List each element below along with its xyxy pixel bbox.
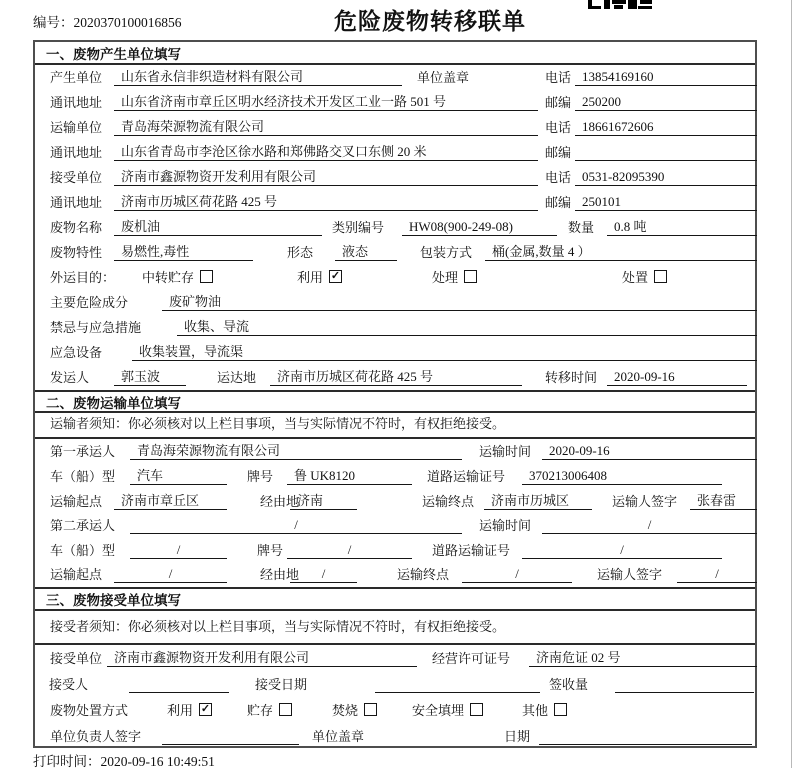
receiver-person-row (35, 671, 755, 697)
field-label: 接受日期 (255, 677, 308, 692)
field-label: 通讯地址 (50, 145, 103, 160)
transport-route-2-row (35, 563, 755, 587)
checkbox-label: 利用 (167, 703, 194, 718)
vehicle-type-2-row (35, 538, 755, 563)
field-label: 电话 (545, 120, 572, 135)
field-label: 经由地 (260, 494, 300, 509)
checkbox-item (247, 700, 292, 719)
field-value: 250200 (575, 94, 757, 111)
field-label: 运输终点 (397, 567, 450, 582)
field-label: 数量 (568, 220, 595, 235)
field-value: / (462, 566, 572, 583)
transporter-notice-row (35, 413, 755, 439)
field-label: 运输者须知：你必须核对以上栏目事项，当与实际情况不符时，有权拒绝接受。 (50, 416, 506, 431)
field-label: 禁忌与应急措施 (50, 320, 142, 335)
field-label: 邮编 (545, 145, 572, 160)
hazardous-components-row (35, 290, 755, 315)
field-label: 经营许可证号 (432, 651, 511, 666)
field-label: 通讯地址 (50, 95, 103, 110)
field-value: 2020-09-16 (542, 443, 757, 460)
field-value: 济南市鑫源物资开发利用有限公司 (107, 650, 417, 667)
receiving-unit-row (35, 645, 755, 671)
field-label: 签收量 (549, 677, 589, 692)
checkbox-icon (279, 703, 292, 716)
producer-unit-row (35, 65, 755, 90)
field-value: 汽车 (130, 468, 227, 485)
field-value: 郭玉波 (114, 369, 186, 386)
checkbox-item (167, 700, 212, 719)
checkbox-item (297, 267, 342, 286)
checkbox-icon (364, 703, 377, 716)
field-value (129, 676, 229, 693)
first-carrier-row (35, 439, 755, 464)
field-value: / (130, 542, 227, 559)
field-label: 电话 (545, 70, 572, 85)
vehicle-type-1-row (35, 464, 755, 489)
field-label: 单位盖章 (312, 729, 365, 744)
field-label: 邮编 (545, 195, 572, 210)
field-value (539, 728, 752, 745)
field-label: 主要危险成分 (50, 295, 129, 310)
scan-edge-line (791, 0, 792, 768)
field-label: 转移时间 (545, 370, 598, 385)
field-label: 应急设备 (50, 345, 103, 360)
field-value: 济南市鑫源物资开发利用有限公司 (114, 169, 538, 186)
field-label: 废物处置方式 (50, 703, 129, 718)
field-value: 青岛海荣源物流有限公司 (114, 119, 538, 136)
field-value: 收集装置，导流渠 (132, 344, 757, 361)
field-value: 山东省永信非织造材料有限公司 (114, 69, 402, 86)
print-time-value: 2020-09-16 10:49:51 (100, 754, 215, 769)
field-label: 运输终点 (422, 494, 475, 509)
field-label: 道路运输证号 (432, 543, 511, 558)
checkbox-label: 处理 (432, 270, 459, 285)
field-label: 运输时间 (479, 444, 532, 459)
checkbox-checked-icon: ✓ (330, 270, 341, 282)
field-label: 道路运输证号 (427, 469, 506, 484)
field-label: 运输时间 (479, 518, 532, 533)
print-time (33, 750, 215, 770)
field-label: 外运目的： (50, 270, 116, 285)
checkbox-item (142, 267, 213, 286)
field-value: 370213006408 (522, 468, 722, 485)
field-value: 250101 (575, 194, 757, 211)
field-value: / (287, 542, 412, 559)
field-label: 废物名称 (50, 220, 103, 235)
checkbox-label: 安全填埋 (412, 703, 465, 718)
field-value: 桶(金属,数量 4 ） (485, 244, 757, 261)
page-title: 危险废物转移联单 (334, 9, 526, 34)
field-value: / (114, 566, 227, 583)
responsible-signature-row (35, 723, 755, 749)
field-value: 济南 (290, 493, 357, 510)
receiver-address-row (35, 190, 755, 215)
second-carrier-row (35, 514, 755, 538)
field-value: 张春雷 (690, 493, 757, 510)
field-label: 运输单位 (50, 120, 103, 135)
checkbox-label: 其他 (522, 703, 549, 718)
field-value: 济南市章丘区 (114, 493, 227, 510)
transporter-unit-row (35, 115, 755, 140)
field-value: 济南市历城区荷花路 425 号 (270, 369, 522, 386)
checkbox-icon (200, 270, 213, 283)
field-label: 包装方式 (420, 245, 473, 260)
field-value: 2020-09-16 (607, 369, 747, 386)
checkbox-icon (554, 703, 567, 716)
emergency-equipment-row (35, 340, 755, 365)
checkbox-item (332, 700, 377, 719)
field-value: 山东省济南市章丘区明水经济技术开发区工业一路 501 号 (114, 94, 538, 111)
checkbox-icon (654, 270, 667, 283)
field-value: 收集、导流 (177, 319, 757, 336)
field-value: 济南市历城区 (484, 493, 592, 510)
field-value (162, 728, 299, 745)
emergency-measures-row (35, 315, 755, 340)
field-label: 车（船）型 (50, 543, 116, 558)
field-label: 发运人 (50, 370, 90, 385)
field-value: 鲁 UK8120 (287, 468, 412, 485)
field-label: 形态 (287, 245, 314, 260)
field-label: 第一承运人 (50, 444, 116, 459)
checkbox-label: 焚烧 (332, 703, 359, 718)
field-label: 产生单位 (50, 70, 103, 85)
field-value (375, 676, 540, 693)
field-label: 电话 (545, 170, 572, 185)
field-value (615, 676, 754, 693)
field-label: 单位负责人签字 (50, 729, 142, 744)
field-value: 济南市历城区荷花路 425 号 (114, 194, 538, 211)
field-label: 牌号 (257, 543, 284, 558)
field-label: 接受单位 (50, 170, 103, 185)
dispatch-info-row (35, 365, 755, 390)
field-label: 废物特性 (50, 245, 103, 260)
field-value: HW08(900-249-08) (402, 219, 557, 236)
field-value: 山东省青岛市李沧区徐水路和郑佛路交叉口东侧 20 米 (114, 144, 538, 161)
field-label: 邮编 (545, 95, 572, 110)
field-label: 车（船）型 (50, 469, 116, 484)
field-value: / (522, 542, 722, 559)
field-value: / (542, 517, 757, 534)
field-label: 通讯地址 (50, 195, 103, 210)
field-label: 接受者须知：你必须核对以上栏目事项，当与实际情况不符时，有权拒绝接受。 (50, 619, 506, 634)
checkbox-item (522, 700, 567, 719)
field-value: 13854169160 (575, 69, 757, 86)
doc-number-value: 2020370100016856 (73, 15, 182, 30)
checkbox-icon (470, 703, 483, 716)
field-value: 济南危证 02 号 (529, 650, 757, 667)
qr-code-fragment-icon (588, 0, 654, 10)
field-value: 青岛海荣源物流有限公司 (130, 443, 462, 460)
waste-name-row (35, 215, 755, 240)
producer-address-row (35, 90, 755, 115)
field-value: 废矿物油 (162, 294, 757, 311)
field-value: 18661672606 (575, 119, 757, 136)
field-label: 第二承运人 (50, 518, 116, 533)
section-header: 一、废物产生单位填写 (35, 42, 755, 65)
receiver-unit-row (35, 165, 755, 190)
print-time-label: 打印时间： (33, 754, 101, 769)
section-header: 三、废物接受单位填写 (35, 587, 755, 611)
field-label: 接受人 (49, 677, 89, 692)
field-label: 单位盖章 (417, 70, 470, 85)
field-label: 运输起点 (50, 494, 103, 509)
checkbox-item (622, 267, 667, 286)
field-label: 接受单位 (50, 651, 103, 666)
checkbox-item (412, 700, 483, 719)
field-label: 日期 (504, 729, 531, 744)
checkbox-label: 处置 (622, 270, 649, 285)
checkbox-icon (464, 270, 477, 283)
field-value: / (290, 566, 357, 583)
transfer-form-table (33, 40, 757, 748)
transporter-address-row (35, 140, 755, 165)
field-value: 废机油 (114, 219, 322, 236)
checkbox-checked-icon: ✓ (200, 703, 211, 715)
field-label: 运输人签字 (612, 494, 678, 509)
field-label: 运达地 (217, 370, 257, 385)
field-value: 易燃性,毒性 (114, 244, 253, 261)
doc-number-label: 编号： (33, 15, 74, 30)
section-header: 二、废物运输单位填写 (35, 390, 755, 413)
transport-route-1-row (35, 489, 755, 514)
field-value: 0.8 吨 (607, 219, 757, 236)
waste-characteristics-row (35, 240, 755, 265)
field-label: 类别编号 (332, 220, 385, 235)
field-value: 0531-82095390 (575, 169, 757, 186)
field-value: / (130, 517, 462, 534)
field-label: 经由地 (260, 567, 300, 582)
checkbox-item (432, 267, 477, 286)
disposal-method-row (35, 697, 755, 723)
field-value: / (677, 566, 757, 583)
field-label: 运输起点 (50, 567, 103, 582)
checkbox-label: 中转贮存 (142, 270, 195, 285)
checkbox-label: 贮存 (247, 703, 274, 718)
transfer-purpose-row (35, 265, 755, 290)
receiver-notice-row (35, 611, 755, 645)
checkbox-label: 利用 (297, 270, 324, 285)
field-value (575, 144, 757, 161)
field-value: 液态 (335, 244, 397, 261)
field-label: 牌号 (247, 469, 274, 484)
field-label: 运输人签字 (597, 567, 663, 582)
